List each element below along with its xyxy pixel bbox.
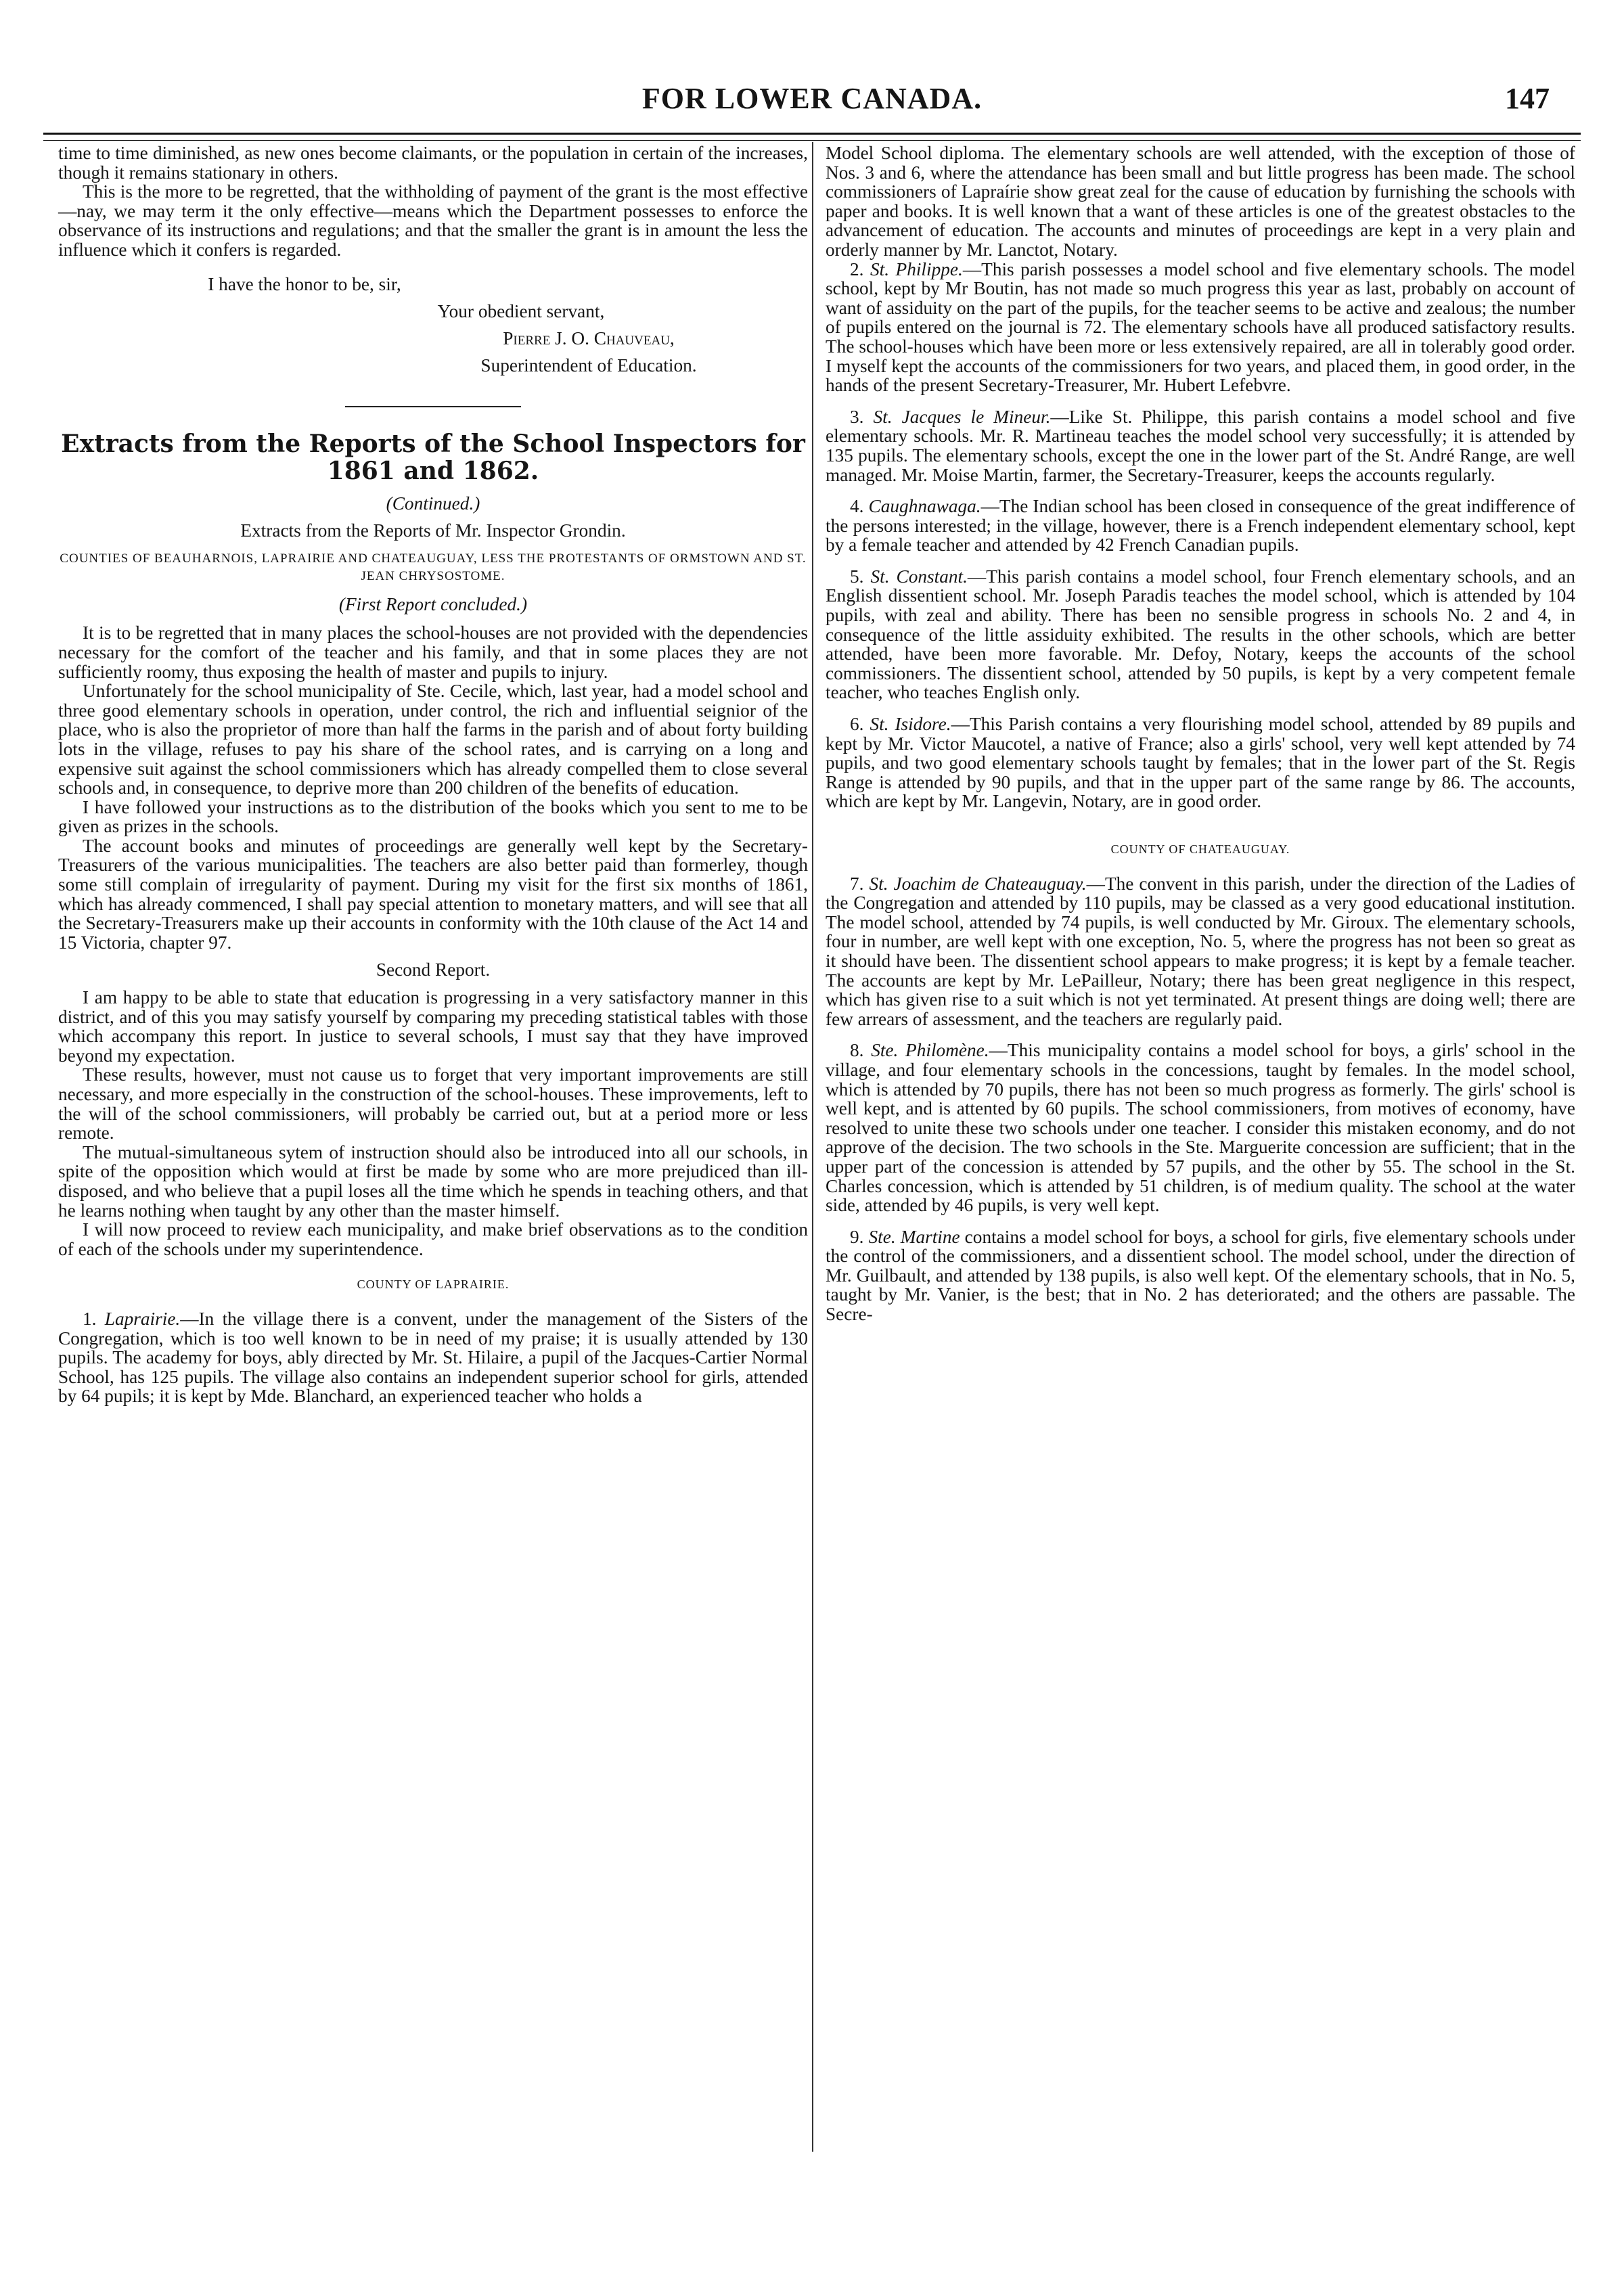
entry-paragraph xyxy=(826,567,1575,702)
entry-name: Caughnawaga. xyxy=(868,496,981,517)
entry-number: 1. xyxy=(83,1308,97,1329)
column-divider xyxy=(812,142,813,2152)
entry-text: —This Parish contains a very flourishing model school, attended by 89 pupils and kept by Mr. Victor Maucotel, a native of France; also a girls' school, very well kept attended by 74 pupils, and two good elementary schools taught by females; that in the lower part of the St. Regis Range is attended by 90 pupils, and that in the upper part of the same range by 86. The accounts, which are kept by Mr. Langevin, Notary, are in good order. xyxy=(826,714,1575,812)
entry-paragraph xyxy=(826,407,1575,484)
entry-text: —The Indian school has been closed in consequence of the great indifference of the persons interested; in the village, however, there is a French independent elementary school, kept by a female teacher and attended by 42 French Canadian pupils. xyxy=(826,496,1576,556)
letter-closing xyxy=(58,271,808,379)
entry-paragraph xyxy=(826,260,1575,395)
entries-chateauguay-county xyxy=(826,874,1575,1336)
continued-text: (Continued.) xyxy=(386,493,480,514)
paragraph: time to time diminished, as new ones become claimants, or the population in certain of the increases, though it remains stationary in others. xyxy=(58,143,808,183)
paragraph: I am happy to be able to state that education is progressing in a very satisfactory manner in this district, and of this you may satisfy yourself by comparing my preceding statistical tables with those which accompany this report. In justice to several schools, I must say that they have improved beyond my expectation. xyxy=(58,987,808,1066)
entry-name: Ste. Philomène. xyxy=(871,1040,989,1061)
entry-name: St. Joachim de Chateauguay. xyxy=(869,873,1087,894)
paragraph-gap xyxy=(826,555,1575,567)
section-rule xyxy=(345,406,521,407)
county-heading: COUNTY OF CHATEAUGUAY. xyxy=(1110,842,1290,856)
continued-note xyxy=(58,494,808,514)
entry-paragraph xyxy=(826,1041,1575,1215)
entry-name: Laprairie. xyxy=(104,1308,181,1329)
paragraph-gap xyxy=(826,702,1575,715)
closing-line: Your obedient servant, xyxy=(437,300,605,321)
signature: Pierre J. O. Chauveau, xyxy=(503,327,675,348)
right-column xyxy=(826,143,1575,1336)
entry-paragraph xyxy=(826,1227,1575,1324)
entry-laprairie xyxy=(58,1309,808,1406)
paragraph: This is the more to be regretted, that the withholding of payment of the grant is the most effective—nay, we may term it the only effective—means which the Department possesses to enforce the observance of its instructions and regulations; and that the smaller the grant is in amount the less the influence which it confers is regarded. xyxy=(58,181,808,260)
entry-text: —This parish possesses a model school and five elementary schools. The model school, kept by Mr Boutin, has not made so much progress this year as last, probably on account of want of assiduity on the part of the pupils, for the teacher seems to be active and zealous; the number of pupils entered on the journal is 72. The elementary schools have all produced satisfactory results. The school-houses which have been more or less extensively repaired, are all in tolerably good order. I myself kept the accounts of the commissioners for two years, and placed them, in good order, in the hands of the present Secretary-Treasurer, Mr. Hubert Lefebvre. xyxy=(826,258,1575,396)
paragraph: These results, however, must not cause us to forget that very important improvements are still necessary, and more especially in the construction of the school-houses. These improvements, left to the will of the school commissioners, will probably be carried out, but at a period more or less remote. xyxy=(58,1064,808,1144)
first-report-heading: (First Report concluded.) xyxy=(338,593,528,614)
signature-title: Superintendent of Education. xyxy=(480,355,697,376)
paragraph-gap xyxy=(826,1324,1575,1336)
entries-lapraire-county xyxy=(826,260,1575,823)
county-heading: COUNTY OF LAPRAIRIE. xyxy=(357,1277,510,1292)
closing-line: I have the honor to be, sir, xyxy=(208,273,401,294)
paragraph: I will now proceed to review each municipality, and make brief observations as to the condition of each of the schools under my superintendence. xyxy=(58,1219,808,1259)
paragraph-gap xyxy=(826,1215,1575,1227)
entry-number: 7. xyxy=(850,873,864,894)
entry-number: 4. xyxy=(850,496,864,517)
entry-text: —In the village there is a convent, under the management of the Sisters of the Congregation, which is too well known to be in need of my praise; it is usually attended by 130 pupils. The academy for boys, ably directed by Mr. St. Hilaire, a pupil of the Jacques-Cartier Normal School, has 125 pupils. The village also contains an independent superior school for girls, attended by 64 pupils; it is kept by Mde. Blanchard, an experienced teacher who holds a xyxy=(58,1308,808,1407)
extracts-line: Extracts from the Reports of Mr. Inspector Grondin. xyxy=(240,520,626,541)
entry-paragraph xyxy=(826,874,1575,1029)
paragraph-gap xyxy=(826,1028,1575,1041)
paragraph: Model School diploma. The elementary schools are well attended, with the exception of those of Nos. 3 and 6, where the attendance has been small and but little progress has been made. The school commissioners of Lapraírie show great zeal for the cause of education by furnishing the schools with paper and books. It is well known that a want of these articles is one of the greatest obstacles to the advancement of education. The accounts and minutes of proceedings are kept in a very plain and orderly manner by Mr. Lanctot, Notary. xyxy=(826,143,1575,260)
entry-name: St. Philippe. xyxy=(870,258,963,279)
entry-text: —This municipality contains a model school for boys, a girls' school in the village, and four elementary schools in the concessions, taught by females. In the model school, which is attended by 70 pupils, there has not been so much progress as formerly. The girls' school is well kept, and is attented by 60 pupils. The school commissioners, from motives of economy, have resolved to unite these two schools under one teacher. I consider this mistaken economy, and do not approve of the decision. The two schools in the Ste. Marguerite concession are sufficient; that in the upper part of the concession is attended by 57 pupils, and the other by 55. The school in the St. Charles concession, which is attended by 51 children, is of medium quality. The school at the water side, attended by 46 pupils, is very well kept. xyxy=(826,1040,1576,1216)
paragraph-gap xyxy=(826,811,1575,823)
paragraph: I have followed your instructions as to the distribution of the books which you sent to me to be given as prizes in the schools. xyxy=(58,796,808,837)
entry-paragraph xyxy=(826,715,1575,811)
left-column xyxy=(58,143,808,1406)
paragraph: The mutual-simultaneous sytem of instruction should also be introduced into all our schools, in spite of the opposition which would at first be made by some who are more prejudiced than ill-disposed, and who believe that a pupil loses all the time which he spends in teaching others, and that he learns nothing when taught by any other than the master himself. xyxy=(58,1141,808,1221)
counties-heading: COUNTIES OF BEAUHARNOIS, LAPRAIRIE AND CHATEAUGUAY, LESS THE PROTESTANTS OF ORMSTOWN AND ST. JEAN CHRYSOSTOME. xyxy=(60,551,807,583)
article-headline: Extracts from the Reports of the School Inspectors for 1861 and 1862. xyxy=(61,429,805,485)
paragraph: The account books and minutes of proceedings are generally well kept by the Secretary-Treasurers of the various municipalities. The teachers are also better paid than formerley, though some still complain of irregularity of payment. During my visit for the first six months of 1861, which has already commenced, I shall pay special attention to monetary matters, and will see that all the Secretary-Treasurers make up their accounts in conformity with the 10th clause of the Act 14 and 15 Victoria, chapter 97. xyxy=(58,835,808,953)
entry-text: contains a model school for boys, a school for girls, five elementary schools under the control of the commissioners, and a dissentient school. The model school, under the direction of Mr. Guilbault, and attended by 138 pupils, is also well kept. Of the elementary schools, that in No. 5, taught by Mr. Vanier, is the best; that in No. 2 has deteriorated; and the others are passable. The Secre- xyxy=(826,1226,1575,1325)
entry-name: St. Constant. xyxy=(870,566,968,587)
entry-text: —Like St. Philippe, this parish contains a model school and five elementary schools. Mr. R. Martineau teaches the model school very successfully; it is attended by 135 pupils. The elementary schools, except the one in the lower part of the St. André Range, are well managed. Mr. Moise Martin, farmer, the Secretary-Treasurer, keeps the accounts regularly. xyxy=(826,406,1575,485)
second-report-heading: Second Report. xyxy=(376,959,491,980)
entry-text: —This parish contains a model school, four French elementary schools, and an English dissentient school. Mr. Joseph Paradis teaches the model school, which is attended by 104 pupils, with zeal and ability. There has been no sensible progress in schools No. 2 and 4, in consequence of the little assiduity exhibited. The results in the other schools, which are better attended, have been more favorable. Mr. Defoy, Notary, keeps the accounts of the school commissioners. The dissentient school, attended by 50 pupils, is kept by a very competent female teacher, who teaches English only. xyxy=(826,566,1575,703)
running-head xyxy=(43,81,1581,129)
paragraph: It is to be regretted that in many places the school-houses are not provided with the dependencies necessary for the comfort of the teacher and his family, and that in some places they are not sufficiently roomy, thus exposing the health of master and pupils to injury. xyxy=(58,622,808,682)
entry-number: 3. xyxy=(850,406,864,427)
entry-name: St. Jacques le Mineur. xyxy=(873,406,1051,427)
page-number: 147 xyxy=(1505,82,1550,115)
entry-name: Ste. Martine xyxy=(868,1226,960,1247)
entry-number: 9. xyxy=(850,1226,864,1247)
paragraph-gap xyxy=(826,395,1575,407)
entry-number: 6. xyxy=(850,714,864,735)
entry-name: St. Isidore. xyxy=(870,714,951,735)
paragraph-gap xyxy=(826,484,1575,497)
entry-paragraph xyxy=(826,497,1575,555)
entry-number: 8. xyxy=(850,1040,864,1061)
entry-number: 2. xyxy=(850,258,864,279)
entry-number: 5. xyxy=(850,566,864,587)
header-rule xyxy=(43,133,1581,141)
entry-text: —The convent in this parish, under the direction of the Ladies of the Congregation and attended by 110 pupils, may be classed as a very good educational institution. The model school, attended by 74 pupils, is well conducted by Mr. Giroux. The elementary schools, four in number, are well kept with one exception, No. 5, where the progress has not been so great as it should have been. The dissentient school appears to make progress; it is kept by a female teacher. The accounts are kept by Mr. LePailleur, Notary; there has been great negligence in this respect, which has given rise to a suit which is not yet terminated. At present things are doing well; there are few arrears of assessment, and the teachers are regularly paid. xyxy=(826,873,1575,1029)
paragraph: Unfortunately for the school municipality of Ste. Cecile, which, last year, had a model school and three good elementary schools in operation, under control, the rich and influential seignior of the place, who is also the proprietor of more than half the farms in the parish and of about forty building lots in the village, refuses to pay his share of the school rates, and is carrying on a long and expensive suit against the school commissioners which has already compelled them to close several schools and, in consequence, to deprive more than 200 children of the benefits of education. xyxy=(58,681,808,798)
running-title: FOR LOWER CANADA. xyxy=(641,82,983,115)
